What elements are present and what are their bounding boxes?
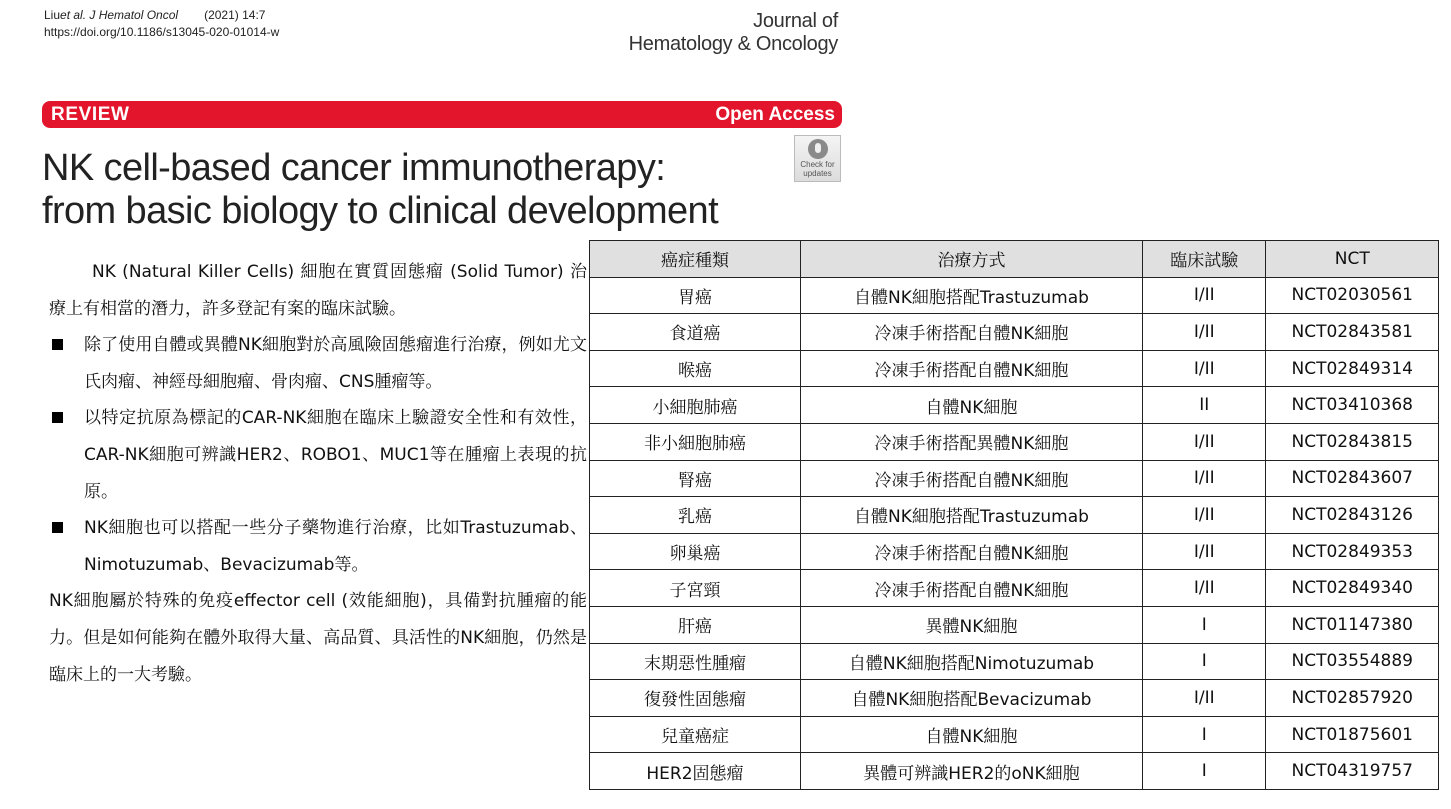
- cell-cancer-type: 卵巢癌: [590, 533, 801, 570]
- cell-nct: NCT02857920: [1266, 680, 1439, 717]
- cell-trial-phase: I: [1143, 753, 1266, 790]
- citation-authors: Liu: [44, 8, 61, 22]
- cell-nct: NCT03554889: [1266, 643, 1439, 680]
- open-access-label: Open Access: [715, 103, 835, 125]
- article-type-banner: [42, 101, 842, 128]
- paper-title-line1: NK cell-based cancer immunotherapy:: [42, 147, 666, 189]
- bullet-text: 以特定抗原為標記的CAR-NK細胞在臨床上驗證安全性和有效性，CAR-NK細胞可辨識HER2、ROBO1、MUC1等在腫瘤上表現的抗原。: [84, 408, 587, 502]
- column-header-nct: NCT: [1266, 241, 1439, 278]
- cell-trial-phase: I: [1143, 716, 1266, 753]
- cell-trial-phase: I/II: [1143, 533, 1266, 570]
- cell-treatment: 冷凍手術搭配自體NK細胞: [800, 314, 1142, 351]
- cell-cancer-type: 復發性固態瘤: [590, 680, 801, 717]
- cell-treatment: 自體NK細胞: [800, 387, 1142, 424]
- conclusion-paragraph: NK細胞屬於特殊的免疫effector cell (效能細胞)，具備對抗腫瘤的能力。但是如何能夠在體外取得大量、高品質、具活性的NK細胞，仍然是臨床上的一大考驗。: [49, 591, 587, 685]
- article-type-label: REVIEW: [51, 103, 130, 125]
- cell-trial-phase: I/II: [1143, 277, 1266, 314]
- table-row: [590, 314, 1439, 351]
- cell-trial-phase: I/II: [1143, 497, 1266, 534]
- cell-nct: NCT02849353: [1266, 533, 1439, 570]
- check-for-updates-badge[interactable]: [794, 135, 841, 182]
- bullet-text: NK細胞也可以搭配一些分子藥物進行治療，比如Trastuzumab、Nimotuzumab、Bevacizumab等。: [84, 518, 587, 575]
- citation-doi[interactable]: https://doi.org/10.1186/s13045-020-01014-w: [44, 25, 280, 39]
- journal-logo: [629, 10, 838, 56]
- table-row: [590, 606, 1439, 643]
- column-header-cancer-type: 癌症種類: [590, 241, 801, 278]
- cell-nct: NCT04319757: [1266, 753, 1439, 790]
- cell-nct: NCT01147380: [1266, 606, 1439, 643]
- cell-treatment: 冷凍手術搭配異體NK細胞: [800, 423, 1142, 460]
- cell-treatment: 異體可辨識HER2的oNK細胞: [800, 753, 1142, 790]
- citation-year-volume: (2021) 14:7: [204, 8, 266, 22]
- cell-nct: NCT02030561: [1266, 277, 1439, 314]
- cell-trial-phase: I: [1143, 643, 1266, 680]
- paper-title: [42, 147, 718, 233]
- bullet-text: 除了使用自體或異體NK細胞對於高風險固態瘤進行治療，例如尤文氏肉瘤、神經母細胞瘤、骨肉瘤、CNS腫瘤等。: [84, 335, 587, 392]
- cell-trial-phase: I/II: [1143, 350, 1266, 387]
- cell-cancer-type: 小細胞肺癌: [590, 387, 801, 424]
- cell-cancer-type: 末期惡性腫瘤: [590, 643, 801, 680]
- summary-text: [49, 254, 587, 693]
- table-row: [590, 460, 1439, 497]
- cell-cancer-type: 肝癌: [590, 606, 801, 643]
- cell-nct: NCT02843126: [1266, 497, 1439, 534]
- cell-treatment: 自體NK細胞搭配Bevacizumab: [800, 680, 1142, 717]
- cell-treatment: 冷凍手術搭配自體NK細胞: [800, 533, 1142, 570]
- cell-trial-phase: I/II: [1143, 680, 1266, 717]
- column-header-trial-phase: 臨床試驗: [1143, 241, 1266, 278]
- cell-treatment: 自體NK細胞搭配Trastuzumab: [800, 497, 1142, 534]
- cell-nct: NCT03410368: [1266, 387, 1439, 424]
- intro-paragraph: NK (Natural Killer Cells) 細胞在實質固態瘤 (Solid Tumor) 治療上有相當的潛力，許多登記有案的臨床試驗。: [49, 262, 587, 319]
- journal-logo-line2: Hematology & Oncology: [628, 33, 838, 55]
- cell-trial-phase: II: [1143, 387, 1266, 424]
- cell-nct: NCT02843607: [1266, 460, 1439, 497]
- table-row: [590, 570, 1439, 607]
- cell-treatment: 自體NK細胞: [800, 716, 1142, 753]
- table-row: [590, 680, 1439, 717]
- cell-nct: NCT01875601: [1266, 716, 1439, 753]
- table-row: [590, 350, 1439, 387]
- cell-trial-phase: I/II: [1143, 423, 1266, 460]
- cell-trial-phase: I/II: [1143, 314, 1266, 351]
- cell-nct: NCT02849340: [1266, 570, 1439, 607]
- citation-et-al: et al.: [60, 8, 87, 22]
- check-badge-line1: Check for: [800, 160, 835, 169]
- column-header-treatment: 治療方式: [800, 241, 1142, 278]
- table-row: [590, 533, 1439, 570]
- check-for-updates-icon: [808, 139, 828, 159]
- citation-journal: J Hematol Oncol: [89, 8, 179, 22]
- table-row: [590, 716, 1439, 753]
- citation-block: [44, 7, 279, 41]
- paper-title-line2: from basic biology to clinical development: [42, 190, 719, 232]
- journal-logo-line1: Journal of: [753, 10, 838, 32]
- cell-treatment: 冷凍手術搭配自體NK細胞: [800, 350, 1142, 387]
- cell-cancer-type: 喉癌: [590, 350, 801, 387]
- cell-treatment: 自體NK細胞搭配Trastuzumab: [800, 277, 1142, 314]
- square-bullet-icon: [52, 412, 63, 423]
- table-row: [590, 753, 1439, 790]
- table-row: [590, 643, 1439, 680]
- clinical-trials-table: [589, 240, 1439, 790]
- cell-nct: NCT02843581: [1266, 314, 1439, 351]
- cell-trial-phase: I: [1143, 606, 1266, 643]
- table-row: [590, 387, 1439, 424]
- check-badge-line2: updates: [803, 169, 832, 178]
- cell-trial-phase: I/II: [1143, 460, 1266, 497]
- cell-cancer-type: HER2固態瘤: [590, 753, 801, 790]
- cell-cancer-type: 子宮頸: [590, 570, 801, 607]
- citation-line: [44, 7, 279, 24]
- table-row: [590, 497, 1439, 534]
- cell-nct: NCT02849314: [1266, 350, 1439, 387]
- cell-treatment: 異體NK細胞: [800, 606, 1142, 643]
- cell-treatment: 冷凍手術搭配自體NK細胞: [800, 460, 1142, 497]
- square-bullet-icon: [52, 522, 63, 533]
- bullet-item: [49, 510, 587, 583]
- cell-treatment: 冷凍手術搭配自體NK細胞: [800, 570, 1142, 607]
- table-row: [590, 423, 1439, 460]
- cell-cancer-type: 胃癌: [590, 277, 801, 314]
- cell-cancer-type: 腎癌: [590, 460, 801, 497]
- cell-nct: NCT02843815: [1266, 423, 1439, 460]
- bullet-item: [49, 400, 587, 510]
- cell-cancer-type: 非小細胞肺癌: [590, 423, 801, 460]
- table-header-row: [590, 241, 1439, 278]
- cell-trial-phase: I/II: [1143, 570, 1266, 607]
- cell-cancer-type: 食道癌: [590, 314, 801, 351]
- cell-cancer-type: 乳癌: [590, 497, 801, 534]
- bullet-item: [49, 327, 587, 400]
- cell-cancer-type: 兒童癌症: [590, 716, 801, 753]
- cell-treatment: 自體NK細胞搭配Nimotuzumab: [800, 643, 1142, 680]
- table-row: [590, 277, 1439, 314]
- square-bullet-icon: [52, 339, 63, 350]
